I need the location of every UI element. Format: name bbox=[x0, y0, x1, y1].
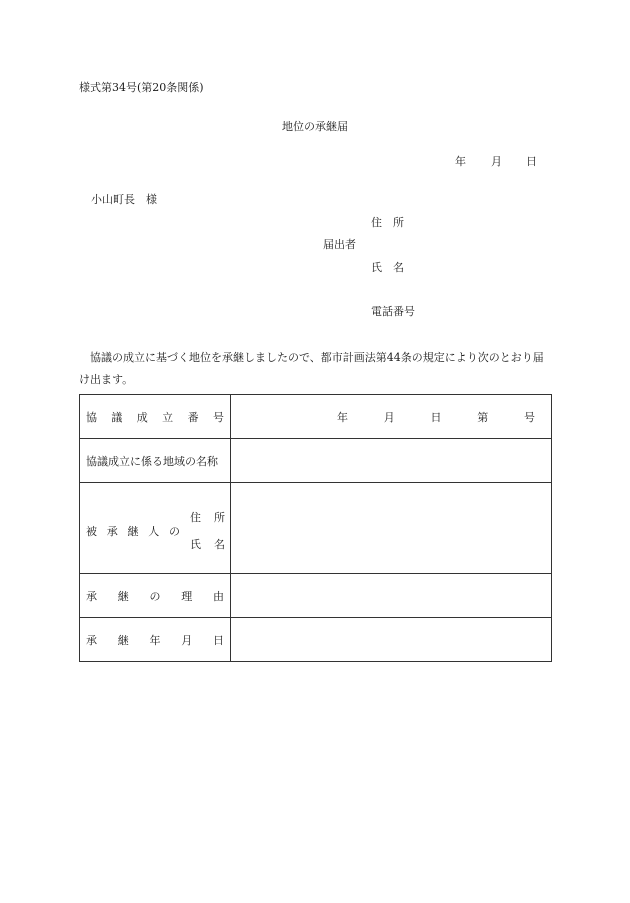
agreement-number-label: 協 議 成 立 番 号 bbox=[80, 395, 231, 439]
area-name-field[interactable] bbox=[231, 439, 552, 483]
heir-label: 被 承 継 人 の 住 所 氏 名 bbox=[80, 483, 231, 574]
succession-date-label: 承 継 年 月 日 bbox=[80, 618, 231, 662]
succession-date-field[interactable] bbox=[231, 618, 552, 662]
document-title: 地位の承継届 bbox=[282, 120, 348, 133]
date-month-label: 月 bbox=[491, 155, 502, 168]
heir-address-label: 住 所 bbox=[190, 511, 225, 524]
form-number: 様式第34号(第20条関係) bbox=[79, 81, 204, 94]
applicant-phone-label: 電話番号 bbox=[371, 305, 415, 318]
applicant-address-label: 住 所 bbox=[371, 216, 404, 229]
table-row-succession-date bbox=[80, 618, 552, 662]
table-row-heir bbox=[80, 483, 552, 574]
heir-name-label: 氏 名 bbox=[190, 538, 225, 551]
form-table bbox=[79, 394, 552, 662]
area-name-label: 協議成立に係る地域の名称 bbox=[80, 439, 231, 483]
table-row-reason bbox=[80, 574, 552, 618]
statement-text: 協議の成立に基づく地位を承継しましたので、都市計画法第44条の規定により次のとおり届け出ます。 bbox=[79, 351, 544, 386]
applicant-label: 届出者 bbox=[323, 238, 356, 251]
reason-field[interactable] bbox=[231, 574, 552, 618]
applicant-name-label: 氏 名 bbox=[371, 261, 404, 274]
table-row-area-name bbox=[80, 439, 552, 483]
addressee: 小山町長 様 bbox=[91, 193, 157, 206]
heir-field[interactable] bbox=[231, 483, 552, 574]
date-year-label: 年 bbox=[455, 155, 466, 168]
date-day-label: 日 bbox=[526, 155, 537, 168]
reason-label: 承 継 の 理 由 bbox=[80, 574, 231, 618]
table-row-agreement-number bbox=[80, 395, 552, 439]
agreement-number-field[interactable]: 年 月 日 第 号 bbox=[231, 395, 552, 439]
